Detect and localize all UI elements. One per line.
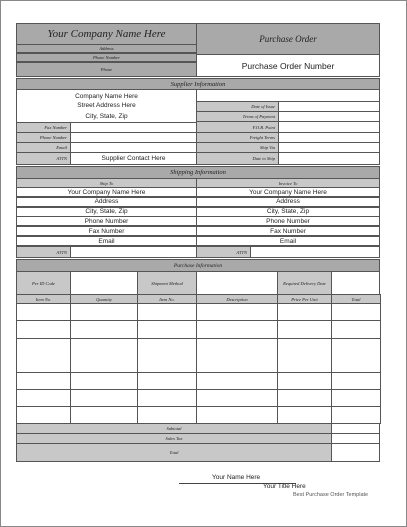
subtotal-text: Subtotal xyxy=(166,426,182,431)
supplier-name: Company Name Here xyxy=(75,93,138,100)
sales-tax-text: Sales Tax xyxy=(165,436,183,441)
item-cell-r2-c5[interactable] xyxy=(331,338,381,373)
supplier-address: Street Address Here xyxy=(77,102,136,109)
header-phone-row xyxy=(16,53,197,62)
item-cell-r5-c5[interactable] xyxy=(331,406,381,424)
item-cell-r1-c1[interactable] xyxy=(70,320,138,339)
signer-title: Your Title Here xyxy=(263,483,306,490)
item-cell-r1-c5[interactable] xyxy=(331,320,381,339)
item-cell-r2-c3[interactable] xyxy=(196,338,278,373)
invoice-to-line-5-text: Email xyxy=(279,237,297,245)
supplier-label-2-text: F.O.B. Point xyxy=(252,124,275,130)
ship-attn-field[interactable] xyxy=(70,246,197,258)
col-header-3-text: Description xyxy=(226,296,248,302)
item-cell-r4-c4[interactable] xyxy=(277,389,332,407)
header-phone: Phone Number xyxy=(92,55,121,60)
invoice-to-line-3-text: Phone Number xyxy=(266,217,310,225)
ship-to-line-4-text: Fax Number xyxy=(88,227,125,235)
item-cell-r4-c1[interactable] xyxy=(70,389,138,407)
ship-attn-text: ATTN xyxy=(56,249,67,255)
supplier-label-1-text: Terms of Payment xyxy=(242,114,275,119)
ship-to-line-3-text: Phone Number xyxy=(84,217,129,225)
ship-to-line-0-text: Your Company Name Here xyxy=(67,188,146,196)
company-name-heading xyxy=(16,23,197,45)
supplier-label-0-text: Date of Issue xyxy=(251,104,275,109)
po-title: Purchase Order xyxy=(259,34,317,44)
col-header-4-text: Price Per Unit xyxy=(291,296,318,302)
item-cell-r5-c3[interactable] xyxy=(196,406,278,424)
item-cell-r2-c1[interactable] xyxy=(70,338,138,373)
item-cell-r0-c1[interactable] xyxy=(70,303,138,321)
supplier-title: Supplier Information xyxy=(170,80,226,88)
attn-label xyxy=(16,152,71,165)
item-cell-r0-c0[interactable] xyxy=(16,303,71,321)
item-cell-r3-c2[interactable] xyxy=(137,372,197,390)
ship-attn-label xyxy=(16,246,71,258)
ship-method-text: Shipment Method xyxy=(151,280,183,286)
item-cell-r0-c2[interactable] xyxy=(137,303,197,321)
company-name: Your Company Name Here xyxy=(47,28,166,40)
invoice-to-line-2[interactable] xyxy=(196,207,380,217)
invoice-to-line-0[interactable] xyxy=(196,187,380,197)
invoice-to-line-0-text: Your Company Name Here xyxy=(249,188,327,196)
invoice-to-line-4-text: Fax Number xyxy=(270,227,306,235)
per-id-field[interactable] xyxy=(70,271,138,295)
supplier-city: City, State, Zip xyxy=(85,112,128,120)
ship-to-line-2[interactable] xyxy=(16,207,197,217)
ship-to-line-4[interactable] xyxy=(16,226,197,236)
ship-to-line-3[interactable] xyxy=(16,216,197,226)
item-cell-r3-c1[interactable] xyxy=(70,372,138,390)
header-address: Address xyxy=(99,46,114,51)
col-header-0-text: Item No. xyxy=(35,296,52,302)
col-header-5-text: Total xyxy=(351,296,361,302)
supplier-label-3-text: Freight Terms xyxy=(249,135,275,140)
item-cell-r3-c0[interactable] xyxy=(16,372,71,390)
po-number-box xyxy=(196,54,380,77)
delivery-date-field[interactable] xyxy=(331,271,380,295)
signer-name: Your Name Here xyxy=(212,474,261,481)
item-cell-r4-c5[interactable] xyxy=(331,389,381,407)
purchase-title: Purchase Information xyxy=(173,262,223,269)
col-header-2-text: Item No. xyxy=(159,296,175,302)
item-cell-r1-c4[interactable] xyxy=(277,320,332,339)
item-cell-r4-c0[interactable] xyxy=(16,389,71,407)
invoice-attn-label xyxy=(196,246,251,258)
ship-to-line-5-text: Email xyxy=(98,237,115,245)
item-cell-r4-c3[interactable] xyxy=(196,389,278,407)
attn-label-text: ATTN xyxy=(56,156,67,161)
col-header-1-text: Quantity xyxy=(96,296,112,302)
ship-to-line-1-text: Address xyxy=(94,198,119,206)
item-cell-r5-c2[interactable] xyxy=(137,406,197,424)
item-cell-r3-c5[interactable] xyxy=(331,372,381,390)
ship-to-line-1[interactable] xyxy=(16,197,197,207)
invoice-to-line-1-text: Address xyxy=(276,198,300,206)
supplier-label-5-text: Date to Ship xyxy=(252,156,275,161)
total-field[interactable] xyxy=(331,443,380,462)
footer-tagline: Best Purchase Order Template xyxy=(293,492,369,498)
per-id-text: Per ID Code xyxy=(32,280,55,286)
invoice-to-line-4[interactable] xyxy=(196,226,380,236)
header-fax-row xyxy=(16,62,197,77)
invoice-attn-field[interactable] xyxy=(250,246,380,258)
ship-method-label xyxy=(137,271,197,295)
supplier-contact: Supplier Contact Here xyxy=(101,155,166,162)
total-text: Total xyxy=(169,450,179,455)
item-cell-r1-c0[interactable] xyxy=(16,320,71,339)
po-number: Purchase Order Number xyxy=(241,60,335,71)
item-cell-r0-c3[interactable] xyxy=(196,303,278,321)
supplier-value-5[interactable] xyxy=(278,152,380,165)
ship-method-field[interactable] xyxy=(196,271,278,295)
po-title-box xyxy=(196,23,380,55)
item-cell-r4-c2[interactable] xyxy=(137,389,197,407)
invoice-to-line-5[interactable] xyxy=(196,236,380,246)
item-cell-r5-c4[interactable] xyxy=(277,406,332,424)
item-cell-r5-c1[interactable] xyxy=(70,406,138,424)
header-address-row xyxy=(16,44,197,53)
supplier-label-4-text: Ship Via xyxy=(259,145,275,150)
item-cell-r5-c0[interactable] xyxy=(16,406,71,424)
invoice-to-line-3[interactable] xyxy=(196,216,380,226)
item-cell-r2-c4[interactable] xyxy=(277,338,332,373)
item-cell-r2-c0[interactable] xyxy=(16,338,71,373)
item-cell-r1-c3[interactable] xyxy=(196,320,278,339)
email-label-text: Email xyxy=(56,145,67,150)
ship-to-label: Ship To xyxy=(99,180,114,186)
invoice-to-line-1[interactable] xyxy=(196,197,380,207)
ship-to-line-5[interactable] xyxy=(16,236,197,246)
total-label xyxy=(16,443,332,462)
header-fax: Phone xyxy=(100,67,113,72)
supplier-label-5 xyxy=(196,152,279,165)
invoice-attn-text: ATTN xyxy=(236,249,247,255)
item-cell-r0-c4[interactable] xyxy=(277,303,332,321)
fax-label-text: Fax Number xyxy=(44,125,67,130)
attn-field[interactable] xyxy=(70,152,197,165)
item-cell-r2-c2[interactable] xyxy=(137,338,197,373)
item-cell-r3-c4[interactable] xyxy=(277,372,332,390)
item-cell-r3-c3[interactable] xyxy=(196,372,278,390)
invoice-to-line-2-text: City, State, Zip xyxy=(266,208,310,216)
ship-to-line-2-text: City, State, Zip xyxy=(85,208,128,216)
per-id-label xyxy=(16,271,71,295)
shipping-title: Shipping Information xyxy=(170,169,226,176)
ship-to-line-0[interactable] xyxy=(16,187,197,197)
item-cell-r0-c5[interactable] xyxy=(331,303,381,321)
invoice-to-label: Invoice To xyxy=(278,180,298,186)
delivery-date-label xyxy=(277,271,332,295)
item-cell-r1-c2[interactable] xyxy=(137,320,197,339)
delivery-date-text: Required Delivery Date xyxy=(283,280,326,286)
phone-label-text: Phone Number xyxy=(39,135,67,140)
